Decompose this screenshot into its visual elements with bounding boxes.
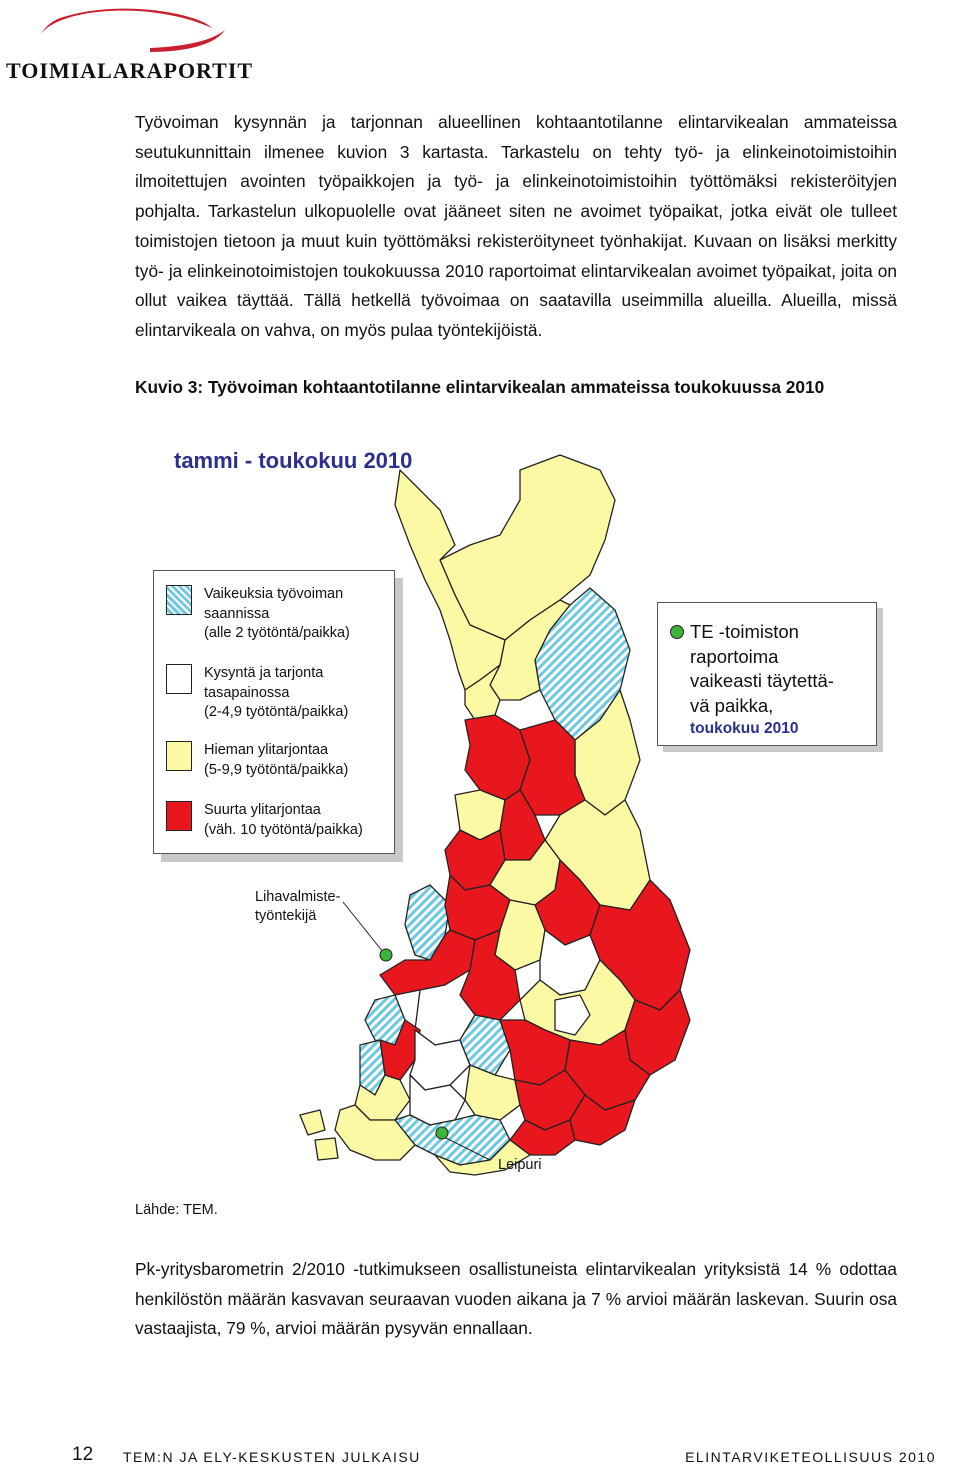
footer-title: ELINTARVIKETEOLLISUUS 2010: [685, 1449, 936, 1465]
region-archipelago-1: [300, 1110, 325, 1135]
closing-paragraph: Pk-yritysbarometrin 2/2010 -tutkimukseen osallistuneista elintarvikealan yrityksistä 14 % odottaa henkilöstön määrän kasvavan seuraavan vuoden aikana ja 7 % arvioi määrän laskevan. Suurin osa vastaajista, 79 %, arvioi määrän pysyvän ennallaan.: [135, 1259, 897, 1339]
annotation-meat-worker: Lihavalmiste- työntekijä: [255, 889, 341, 924]
callout-line-meat: [343, 902, 383, 952]
page-number: 12: [72, 1444, 94, 1465]
figure-source: Lähde: TEM.: [135, 1202, 218, 1218]
region-archipelago-2: [315, 1138, 338, 1160]
green-dot-icon: [670, 625, 684, 639]
te-office-legend: [657, 602, 877, 746]
figure-caption: Kuvio 3: Työvoiman kohtaantotilanne elintarvikealan ammateissa toukokuussa 2010: [135, 377, 825, 397]
legend-label: Vaikeuksia työvoiman saannissa (alle 2 työtöntä/paikka): [204, 586, 350, 642]
legend-item-large-oversupply: [166, 801, 363, 840]
legend-label: Suurta ylitarjontaa (väh. 10 työtöntä/paikka): [204, 802, 363, 838]
finland-map: [0, 440, 960, 1200]
legend-item-shortage: [166, 585, 350, 644]
te-office-date: toukokuu 2010: [690, 720, 799, 737]
legend-swatch-white: [166, 664, 192, 694]
te-office-label: TE -toimiston raportoima vaikeasti täytettä- vä paikka,: [690, 621, 834, 716]
annotation-baker: Leipuri: [498, 1157, 542, 1173]
legend-item-balanced: [166, 664, 348, 723]
te-marker-bakery: [436, 1127, 448, 1139]
logo-text: TOIMIALARAPORTIT: [6, 58, 254, 83]
legend-item-slight-oversupply: [166, 741, 348, 780]
intro-paragraph: Työvoiman kysynnän ja tarjonnan alueellinen kohtaantotilanne elintarvikealan ammateissa seutukunnittain ilmenee kuvion 3 kartasta. Tarkastelu on tehty työ- ja elinkeinotoimistoihin ilmoitettujen avointen työpaikkojen ja työ- ja elinkeinotoimistoihin työttömäksi rekisteröityjen pohjalta. Tarkastelun ulkopuolelle ovat jääneet siten ne avoimet työpaikat, jotka eivät ole tulleet toimistojen tietoon ja muut kuin työttömäksi rekisteröityneet työnhakijat. Kuvaan on lisäksi merkitty työ- ja elinkeinotoimistojen toukokuussa 2010 raportoimat elintarvikealan avoimet työpaikat, joita on ollut vaikea täyttää. Tällä hetkellä työvoimaa on saatavilla useimmilla alueilla. Alueilla, missä elintarvikeala on vahva, on myös pulaa työntekijöistä.: [135, 112, 897, 340]
legend-swatch-yellow: [166, 741, 192, 771]
te-marker-meat: [380, 949, 392, 961]
map-legend: [153, 570, 395, 854]
footer-publisher: TEM:N JA ELY-KESKUSTEN JULKAISU: [123, 1449, 421, 1465]
legend-swatch-red: [166, 801, 192, 831]
legend-swatch-hatched: [166, 585, 192, 615]
legend-label: Kysyntä ja tarjonta tasapainossa (2-4,9 työtöntä/paikka): [204, 665, 349, 721]
map-title: tammi - toukokuu 2010: [174, 448, 413, 473]
legend-label: Hieman ylitarjontaa (5-9,9 työtöntä/paikka): [204, 742, 349, 778]
